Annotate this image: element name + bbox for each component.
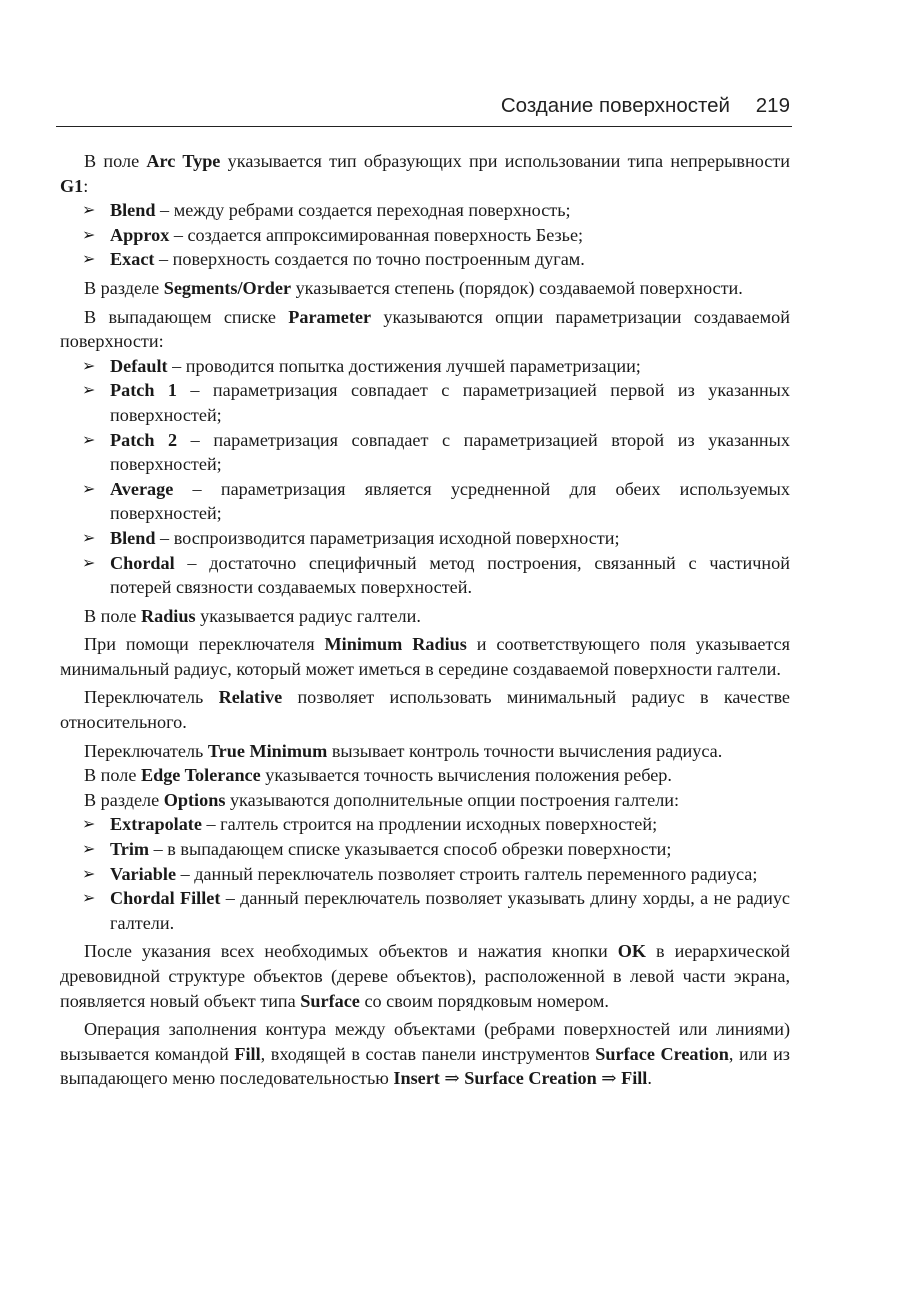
paragraph-after-ok: После указания всех необходимых объектов и нажатия кнопки OK в иерархической древовидной структуре объектов (дереве объектов), расположенной в левой части экрана, появляется новый объект типа Surface со своим порядковым номером.	[60, 941, 790, 1011]
parameter-list	[60, 354, 790, 600]
paragraph-radius: В поле Radius указывается радиус галтели.	[84, 605, 421, 626]
header-title: Создание поверхностей	[500, 94, 730, 117]
list-item: ➢ Variable – данный переключатель позволяет строить галтель переменного радиуса;	[60, 862, 790, 887]
options-list	[60, 812, 790, 935]
arc-type-list	[60, 198, 790, 272]
list-item: ➢ Blend – между ребрами создается переходная поверхность;	[60, 198, 790, 223]
list-item: ➢ Default – проводится попытка достижения лучшей параметризации;	[60, 354, 790, 379]
list-item: ➢ Patch 1 – параметризация совпадает с параметризацией первой из указанных поверхностей;	[82, 380, 790, 425]
paragraph-arc-type: В поле Arc Type указывается тип образующих при использовании типа непрерывности G1:	[60, 151, 791, 196]
paragraph-segments: В разделе Segments/Order указывается степень (порядок) создаваемой поверхности.	[84, 277, 743, 298]
list-item: ➢ Blend – воспроизводится параметризация исходной поверхности;	[60, 526, 790, 551]
paragraph-minimum-radius: При помощи переключателя Minimum Radius и соответствующего поля указывается минимальный радиус, который может иметься в середине создаваемой поверхности галтели.	[60, 634, 790, 679]
bullet-arrow-icon: ➢	[82, 863, 96, 883]
bullet-arrow-icon: ➢	[82, 839, 96, 859]
paragraph-relative: Переключатель Relative позволяет использовать минимальный радиус в качестве относительного.	[60, 687, 790, 733]
bullet-arrow-icon: ➢	[82, 355, 96, 375]
bullet-arrow-icon: ➢	[82, 814, 96, 834]
page-number: 219	[755, 94, 790, 117]
list-item: ➢ Extrapolate – галтель строится на продлении исходных поверхностей;	[60, 812, 790, 837]
paragraph-fill: Операция заполнения контура между объектами (ребрами поверхностей или линиями) вызывается командой Fill, входящей в состав панели инструментов Surface Creation, или из выпадающего меню последовательностью Insert ⇒ Surface Creation ⇒ Fill.	[60, 1019, 790, 1089]
list-item: ➢ Exact – поверхность создается по точно построенным дугам.	[60, 247, 790, 272]
running-header	[56, 92, 792, 127]
bullet-arrow-icon: ➢	[82, 527, 96, 547]
paragraph-true-minimum: Переключатель True Minimum вызывает контроль точности вычисления радиуса.	[84, 740, 723, 761]
paragraph-options: В разделе Options указываются дополнительные опции построения галтели:	[84, 789, 680, 810]
bullet-arrow-icon: ➢	[82, 888, 96, 908]
bullet-arrow-icon: ➢	[82, 249, 96, 269]
list-item: ➢ Chordal Fillet – данный переключатель позволяет указывать длину хорды, а не радиус галтели.	[82, 888, 790, 933]
page-body	[60, 149, 790, 1091]
bullet-arrow-icon: ➢	[82, 478, 96, 498]
list-item: ➢ Chordal – достаточно специфичный метод построения, связанный с частичной потерей связности создаваемых поверхностей.	[82, 552, 790, 598]
bullet-arrow-icon: ➢	[82, 224, 96, 244]
paragraph-parameter: В выпадающем списке Parameter указываются опции параметризации создаваемой поверхности:	[60, 306, 791, 352]
list-item: ➢ Average – параметризация является усредненной для обеих используемых поверхностей;	[82, 478, 790, 524]
bullet-arrow-icon: ➢	[82, 552, 96, 572]
paragraph-edge-tolerance: В поле Edge Tolerance указывается точность вычисления положения ребер.	[84, 765, 672, 786]
bullet-arrow-icon: ➢	[82, 200, 96, 220]
bullet-arrow-icon: ➢	[82, 380, 96, 400]
list-item: ➢ Approx – создается аппроксимированная поверхность Безье;	[60, 223, 790, 248]
bullet-arrow-icon: ➢	[82, 429, 96, 449]
list-item: ➢ Patch 2 – параметризация совпадает с параметризацией второй из указанных поверхностей;	[82, 429, 790, 475]
list-item: ➢ Trim – в выпадающем списке указывается способ обрезки поверхности;	[60, 837, 790, 862]
